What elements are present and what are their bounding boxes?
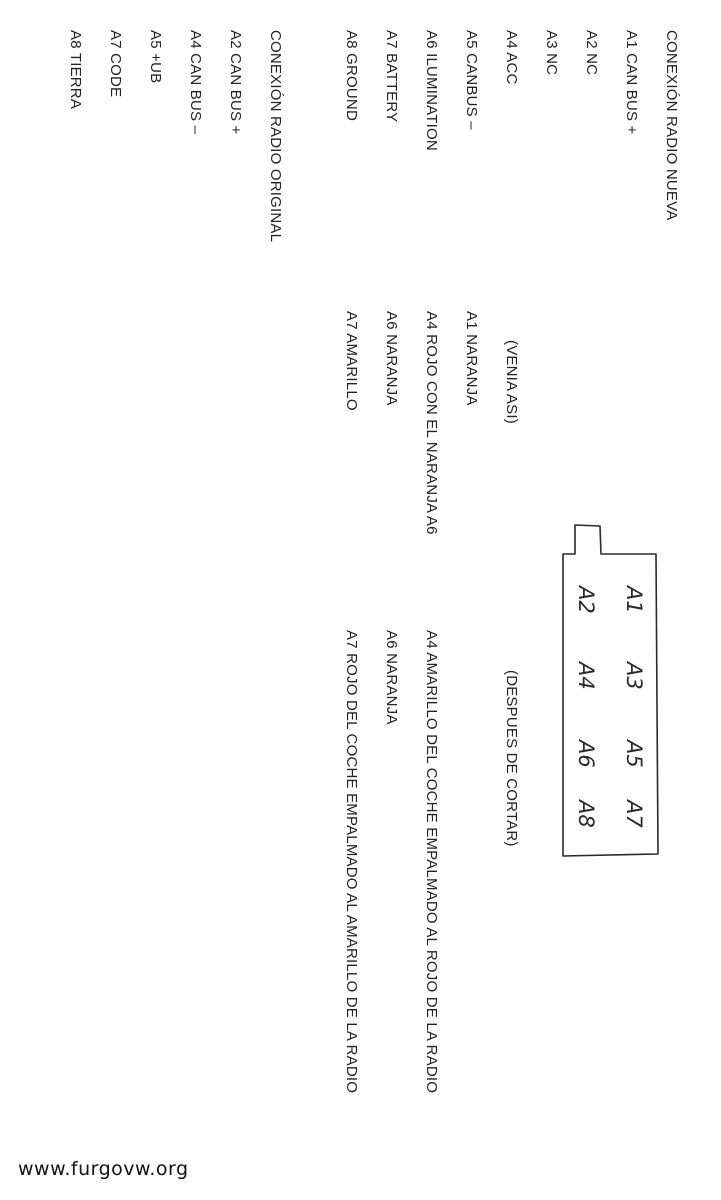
pin-label: A2 CAN BUS + [227, 30, 244, 135]
pin-label: A1 CAN BUS + [623, 30, 640, 135]
pin-label: A1 [622, 586, 646, 614]
pin-label: A2 NC [583, 30, 600, 76]
before-note: A7 AMARILLO [343, 311, 360, 411]
pin-label: A5 CANBUS – [463, 30, 480, 130]
pin-label: A8 TIERRA [67, 30, 84, 110]
new-radio-title: CONEXIÓN RADIO NUEVA [663, 30, 680, 221]
pin-label: A3 [622, 662, 646, 690]
before-note: A6 NARANJA [383, 311, 400, 406]
pin-label: A6 [574, 740, 598, 768]
watermark: www.furgovw.org [18, 1158, 189, 1180]
before-note: A4 ROJO CON EL NARANJA A6 [423, 311, 440, 535]
pin-label: A8 GROUND [343, 30, 360, 121]
after-note: A4 AMARILLO DEL COCHE EMPALMADO AL ROJO DE LA RADIO [423, 630, 440, 1094]
pin-label: A5 +UB [147, 30, 164, 84]
pin-label: A3 NC [543, 30, 560, 76]
before-header: (VENIA ASI) [503, 340, 520, 424]
after-note: A6 NARANJA [383, 630, 400, 725]
pin-label: A4 [574, 662, 598, 690]
before-note: A1 NARANJA [463, 311, 480, 406]
pin-label: A4 ACC [503, 30, 520, 85]
pin-label: A8 [574, 800, 598, 828]
pin-label: A4 CAN BUS – [187, 30, 204, 135]
original-radio-title: CONEXIÓN RADIO ORIGINAL [267, 30, 284, 243]
pin-label: A7 CODE [107, 30, 124, 98]
after-header: (DESPUES DE CORTAR) [503, 670, 520, 847]
pin-label: A6 ILUMINATION [423, 30, 440, 151]
pin-label: A7 BATTERY [383, 30, 400, 123]
pin-label: A5 [622, 740, 646, 768]
pin-label: A7 [622, 800, 646, 828]
after-note: A7 ROJO DEL COCHE EMPALMADO AL AMARILLO DE LA RADIO [343, 630, 360, 1094]
connector-diagram [555, 522, 663, 858]
pin-label: A2 [574, 586, 598, 614]
